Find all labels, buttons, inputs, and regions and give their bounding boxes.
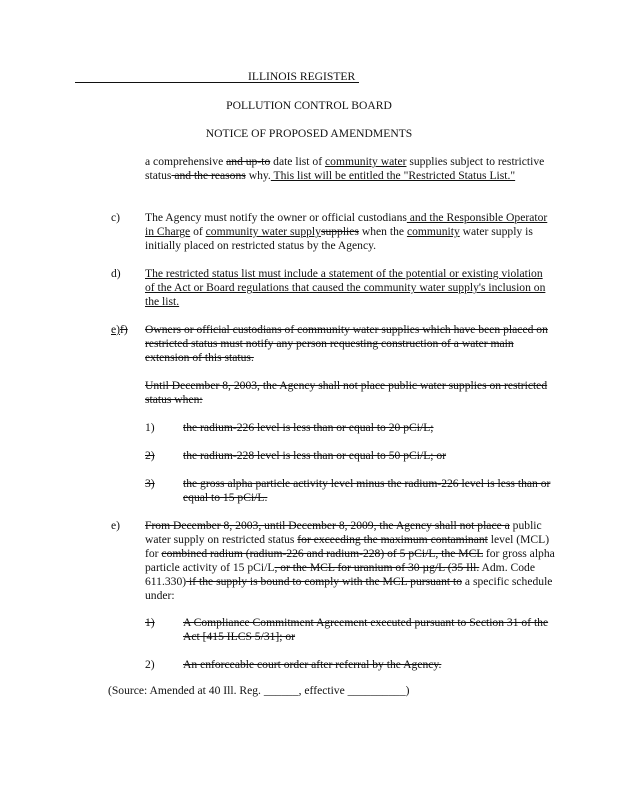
e-item-2-marker: 2) xyxy=(145,658,155,671)
subsection-e-old-text xyxy=(145,519,555,603)
inserted-text: and the Responsible Operator in Charge xyxy=(145,211,548,238)
text-run: a specific schedule under: xyxy=(145,575,553,602)
deleted-text: , or the MCL for uranium of 30 µg/L (35 Ill. xyxy=(274,561,480,574)
deleted-text: f) xyxy=(120,323,128,336)
text-run: water supply is initially placed on restricted status by the Agency. xyxy=(145,225,533,252)
deleted-text: A Compliance Commitment Agreement executed pursuant to Section 31 of the Act [415 ILCS 5/31]; or xyxy=(183,616,549,643)
e-item-1-marker xyxy=(145,616,175,630)
text-run: for gross alpha particle activity of 15 pCi/L xyxy=(145,547,555,574)
deleted-text: 1) xyxy=(145,616,155,629)
subsection-e-new-text xyxy=(145,323,555,365)
subsection-d-text xyxy=(145,267,555,309)
deleted-text: 2) xyxy=(145,449,155,462)
text-run: when the xyxy=(358,225,407,238)
inserted-text: community water supply xyxy=(205,225,321,238)
text-run: a comprehensive xyxy=(145,155,227,168)
item-3-marker xyxy=(145,477,175,491)
register-title-text: ILLINOIS REGISTER xyxy=(248,70,356,83)
deleted-text: From December 8, 2003, until December 8, 2009, the Agency shall not place a xyxy=(145,519,510,532)
deleted-text: supplies xyxy=(320,225,359,238)
inserted-text: This list will be entitled the "Restricted Status List." xyxy=(270,169,516,182)
deleted-text: combined radium (radium-226 and radium-228) of 5 pCi/L, the MCL xyxy=(161,547,483,560)
subsection-e-new-marker xyxy=(111,323,141,337)
subsection-c-text xyxy=(145,211,555,253)
subsection-c-marker: c) xyxy=(111,211,121,224)
struck-paragraph xyxy=(145,379,555,407)
text-run: of xyxy=(190,225,206,238)
text-run: date list of xyxy=(270,155,325,168)
board-title: POLLUTION CONTROL BOARD xyxy=(226,99,392,112)
source-note: (Source: Amended at 40 Ill. Reg. ______, effective __________) xyxy=(108,684,410,697)
header-rule xyxy=(75,82,359,83)
text-run: why. xyxy=(245,169,271,182)
item-2-text xyxy=(183,449,555,463)
continuation-paragraph xyxy=(145,155,555,183)
deleted-text: Until December 8, 2003, the Agency shall not place public water supplies on restricted status when: xyxy=(145,379,548,406)
deleted-text: the radium-228 level is less than or equal to 50 pCi/L; or xyxy=(183,449,447,462)
deleted-text: the gross alpha particle activity level minus the radium-226 level is less than or equal to 15 pCi/L. xyxy=(183,477,551,504)
e-item-2-text xyxy=(183,658,555,672)
inserted-text: e) xyxy=(111,323,121,336)
deleted-text: and the reasons xyxy=(171,169,246,182)
text-run: supplies subject to restrictive status xyxy=(145,155,545,182)
subsection-d-marker: d) xyxy=(111,267,121,280)
e-item-1-text xyxy=(183,616,555,644)
deleted-text: An enforceable court order after referral by the Agency. xyxy=(183,658,442,671)
deleted-text: and up-to xyxy=(226,155,271,168)
inserted-text: The restricted status list must include a statement of the potential or existing violation of the Act or Board regulations that caused the community water supply's inclusion on the list. xyxy=(145,267,546,308)
text-run: level (MCL) for xyxy=(145,533,550,560)
text-run: The Agency must notify the owner or official custodians xyxy=(145,211,407,224)
deleted-text: for exceeding the maximum contaminant xyxy=(297,533,488,546)
notice-title: NOTICE OF PROPOSED AMENDMENTS xyxy=(205,127,413,140)
inserted-text: community water xyxy=(325,155,407,168)
item-3-text xyxy=(183,477,555,505)
item-1-text xyxy=(183,421,555,435)
deleted-text: the radium-226 level is less than or equal to 20 pCi/L; xyxy=(183,421,434,434)
inserted-text: community xyxy=(406,225,460,238)
deleted-text: if the supply is bound to comply with the MCL pursuant to xyxy=(186,575,462,588)
item-1-marker: 1) xyxy=(145,421,155,434)
item-2-marker xyxy=(145,449,175,463)
deleted-text: Owners or official custodians of community water supplies which have been placed on restricted status must notify any person requesting construction of a water main extension of this status. xyxy=(145,323,548,364)
text-run: Adm. Code 611.330) xyxy=(145,561,535,588)
text-run: public water supply on restricted status xyxy=(145,519,542,546)
deleted-text: 3) xyxy=(145,477,155,490)
subsection-e-old-marker: e) xyxy=(111,519,121,532)
